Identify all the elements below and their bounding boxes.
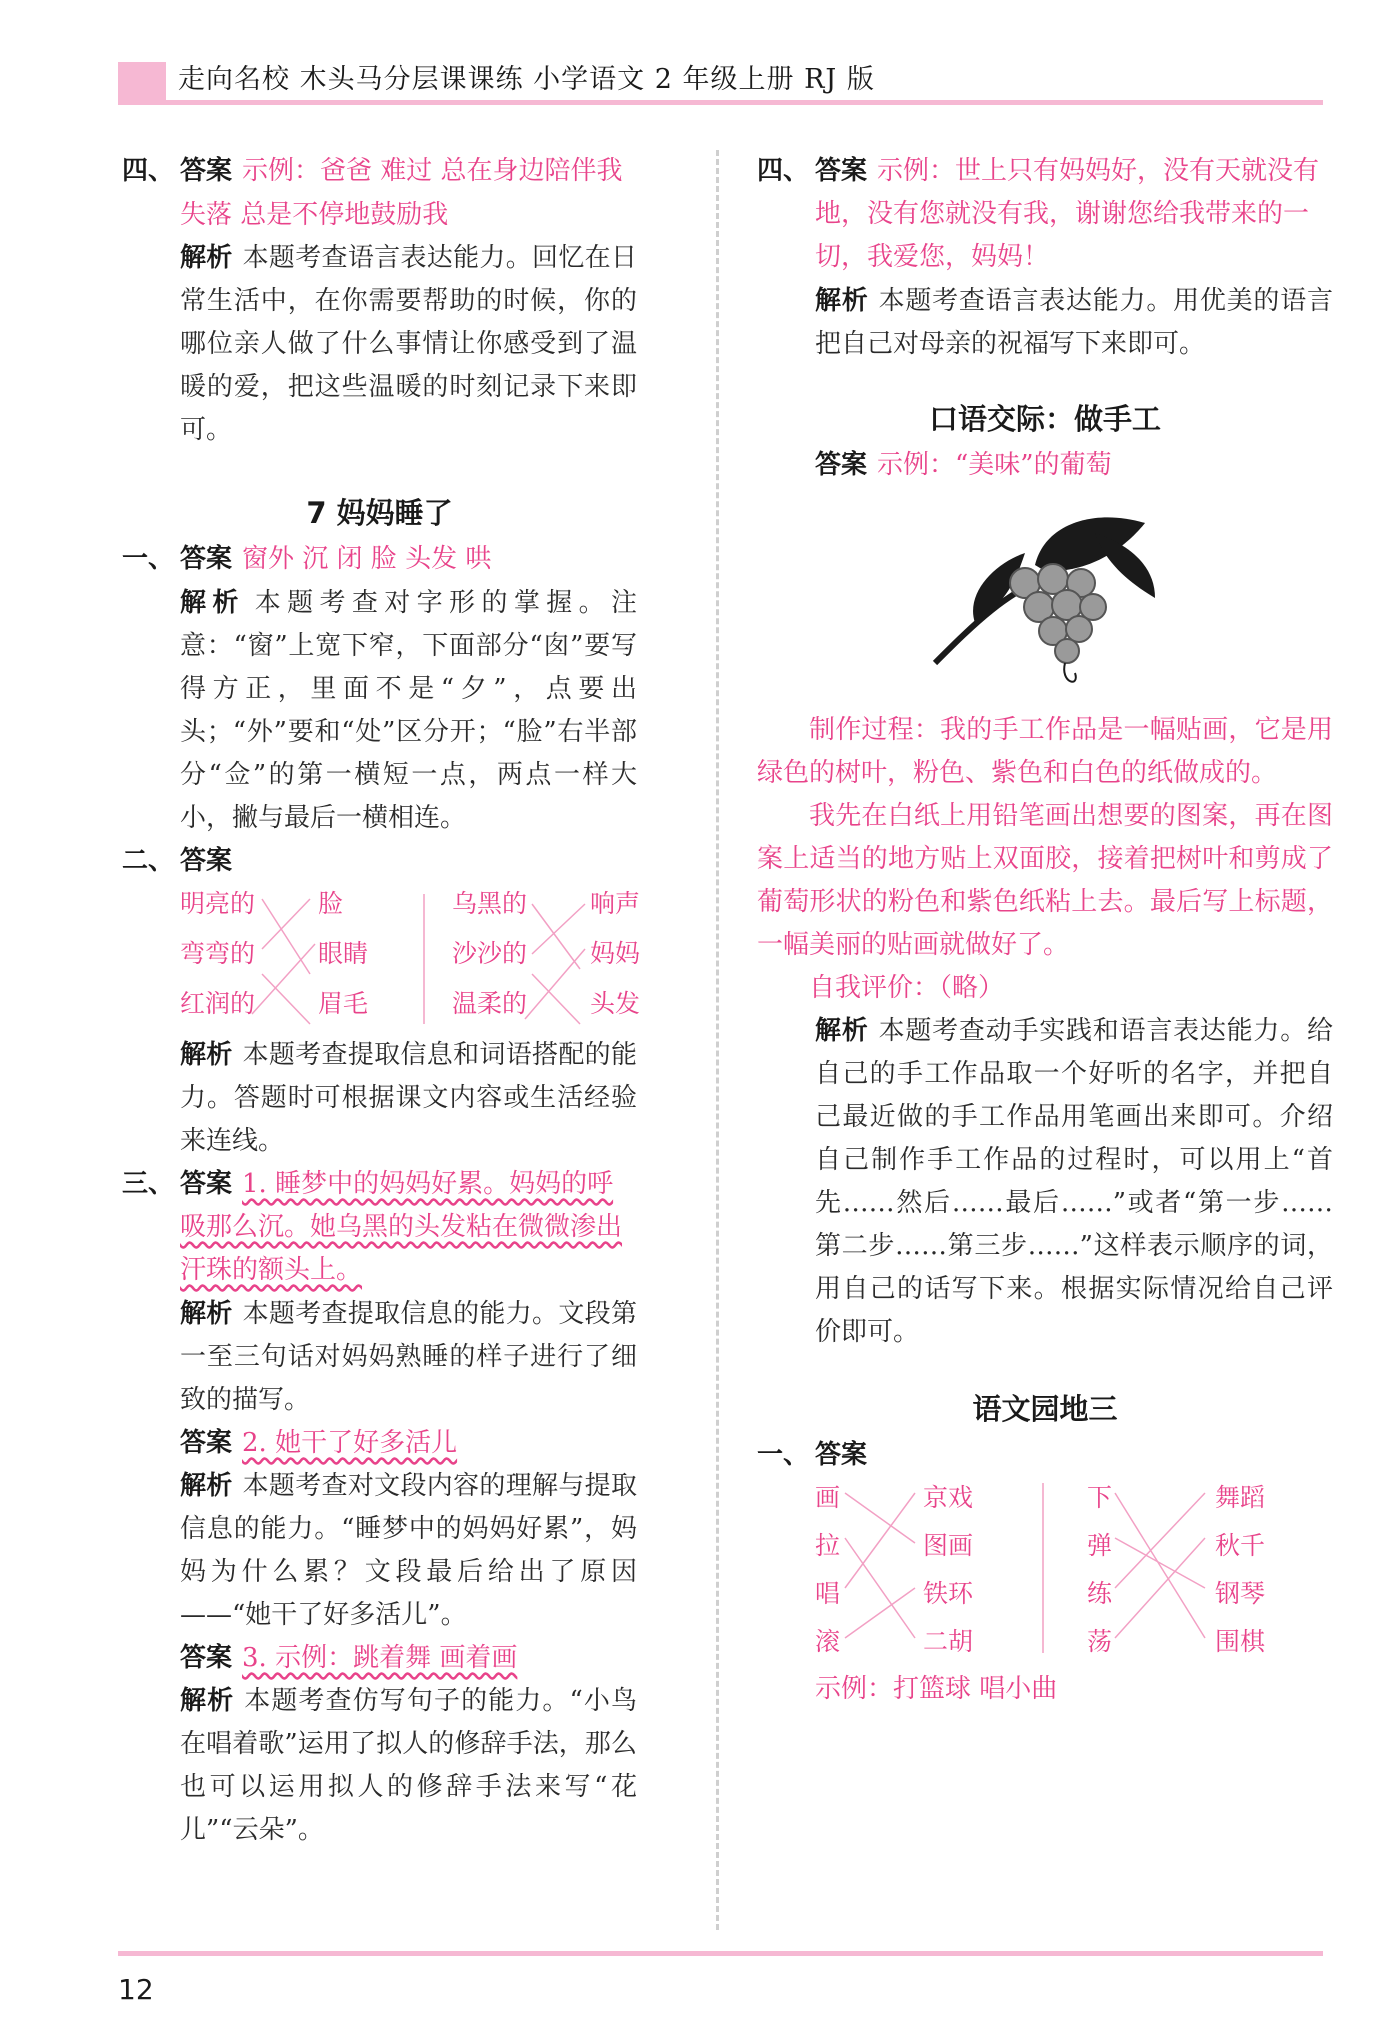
oral-title: 口语交际：做手工	[928, 402, 1161, 436]
match-left-word: 滚	[815, 1627, 841, 1656]
match-right-word: 练	[1087, 1579, 1113, 1608]
lesson7-q3-answer2	[122, 1422, 637, 1465]
oral-paragraph-2: 我先在白纸上用铅笔画出想要的图案，再在图案上适当的地方贴上双面胶，接着把树叶和剪成了葡萄形状的粉色和紫色纸粘上去。最后写上标题，一幅美丽的贴画就做好了。	[757, 801, 1333, 960]
lesson7-q1-answer	[122, 538, 637, 581]
analysis-text: 本题考查提取信息的能力。文段第一至三句话对妈妈熟睡的样子进行了细致的描写。	[180, 1299, 637, 1415]
match-left-target: 二胡	[923, 1627, 974, 1656]
answer-text: 示例：爸爸 难过 总在身边陪伴我	[242, 156, 623, 186]
header-color-block	[118, 62, 166, 102]
lesson7-q1-analysis	[122, 582, 637, 840]
answer-text: 示例：世上只有妈妈好，没有天就没有地，没有您就没有我，谢谢您给我带来的一切，我爱您，妈妈！	[815, 156, 1320, 272]
header-rule	[118, 100, 1323, 105]
right-column	[757, 150, 1333, 1711]
question-number: 一、	[757, 1440, 810, 1470]
analysis-label: 解析	[180, 1299, 233, 1329]
analysis-label: 解析	[180, 1686, 235, 1716]
question-number: 三、	[122, 1169, 175, 1199]
match-left-target: 铁环	[923, 1579, 974, 1608]
question-number: 四、	[757, 156, 810, 186]
garden-title: 语文园地三	[972, 1392, 1118, 1426]
match-right-word: 下	[1087, 1483, 1113, 1512]
match-left-word: 唱	[815, 1579, 841, 1608]
match-right-word: 荡	[1087, 1627, 1113, 1656]
match-left-target: 眼睛	[318, 939, 369, 968]
answer-text: 2. 她干了好多活儿	[242, 1428, 458, 1458]
footer-rule	[118, 1951, 1323, 1956]
analysis-label: 解析	[815, 286, 869, 316]
lesson7-q3-answer1	[122, 1163, 637, 1292]
garden-example: 示例：打篮球 唱小曲	[815, 1674, 1058, 1704]
oral-paragraph-3: 自我评价：（略）	[809, 973, 1005, 1003]
match-left-word: 红润的	[180, 989, 256, 1018]
analysis-text: 本题考查提取信息和词语搭配的能力。答题时可根据课文内容或生活经验来连线。	[180, 1040, 637, 1156]
match-left-word: 画	[815, 1483, 841, 1512]
answer-text: 窗外 沉 闭 脸 头发 哄	[242, 544, 492, 574]
lesson7-q3-analysis2	[122, 1465, 637, 1637]
analysis-label: 解析	[815, 1016, 869, 1046]
question-number: 一、	[122, 544, 175, 574]
answer-label: 答案	[815, 1440, 868, 1470]
right-q4-analysis	[757, 280, 1333, 366]
answer-text: 3. 示例：跳着舞 画着画	[242, 1643, 518, 1673]
oral-answer	[757, 444, 1333, 487]
match-right-target: 围棋	[1215, 1627, 1266, 1656]
match-left-target: 脸	[318, 889, 344, 918]
match-right-target: 钢琴	[1215, 1579, 1266, 1608]
match-left-target: 眉毛	[318, 989, 369, 1018]
lesson7-q3-answer3	[122, 1637, 637, 1680]
oral-analysis	[757, 1010, 1333, 1354]
column-divider	[716, 150, 719, 1930]
page-number: 12	[118, 1973, 154, 2006]
analysis-text: 本题考查语言表达能力。用优美的语言把自己对母亲的祝福写下来即可。	[815, 286, 1333, 359]
lesson-title: 7 妈妈睡了	[306, 496, 453, 530]
analysis-label: 解析	[180, 243, 233, 273]
lesson7-q3-analysis1	[122, 1293, 637, 1422]
question-number: 四、	[122, 156, 175, 186]
analysis-label: 解析	[180, 1471, 233, 1501]
lesson7-q2-answer	[122, 840, 637, 883]
match-left-word: 弯弯的	[180, 939, 256, 968]
analysis-text: 本题考查语言表达能力。回忆在日常生活中，在你需要帮助的时候，你的哪位亲人做了什么事情让你感受到了温暖的爱，把这些温暖的时刻记录下来即可。	[180, 243, 637, 445]
match-left-target: 京戏	[923, 1483, 974, 1512]
answer-label: 答案	[180, 846, 233, 876]
analysis-label: 解析	[180, 588, 245, 618]
word-matching-garden	[815, 1478, 1333, 1678]
match-right-word: 温柔的	[452, 989, 528, 1018]
question-number: 二、	[122, 846, 175, 876]
match-right-word: 弹	[1087, 1531, 1113, 1560]
analysis-text: 本题考查对字形的掌握。注意：“窗”上宽下窄，下面部分“囱”要写得方正，里面不是“夕”，点要出头；“外”要和“处”区分开；“脸”右半部分“佥”的第一横短一点，两点一样大小，撇与最后一横相连。	[180, 588, 637, 833]
analysis-text: 本题考查对文段内容的理解与提取信息的能力。“睡梦中的妈妈好累”，妈妈为什么累？文段最后给出了原因——“她干了好多活儿”。	[180, 1471, 637, 1630]
answer-label: 答案	[815, 156, 868, 186]
answer-text: 示例：“美味”的葡萄	[877, 450, 1112, 480]
grape-illustration	[915, 503, 1175, 693]
analysis-label: 解析	[180, 1040, 233, 1070]
match-right-target: 妈妈	[590, 939, 641, 968]
oral-paragraph-1: 制作过程：我的手工作品是一幅贴画，它是用绿色的树叶，粉色、紫色和白色的纸做成的。	[757, 715, 1333, 788]
header-title: 走向名校 木头马分层课课练 小学语文 2 年级上册 RJ 版	[178, 64, 875, 95]
answer-label: 答案	[180, 544, 233, 574]
match-right-target: 头发	[590, 989, 641, 1018]
answer-label: 答案	[180, 156, 233, 186]
left-q4-answer	[122, 150, 637, 193]
match-right-target: 响声	[590, 889, 641, 918]
match-right-target: 秋千	[1215, 1531, 1266, 1560]
match-left-word: 明亮的	[180, 889, 256, 918]
word-matching-lesson7	[180, 884, 641, 1034]
right-q4-answer	[757, 150, 1333, 279]
match-right-target: 舞蹈	[1215, 1483, 1266, 1512]
lesson7-q2-analysis	[122, 1034, 637, 1163]
answer-text-line2: 失落 总是不停地鼓励我	[180, 200, 449, 230]
match-right-word: 乌黑的	[452, 889, 528, 918]
answer-text: 1. 睡梦中的妈妈好累。妈妈的呼吸那么沉。她乌黑的头发粘在微微渗出汗珠的额头上。	[180, 1169, 623, 1285]
left-column	[122, 150, 641, 1852]
garden-q1-answer	[757, 1434, 1333, 1477]
match-left-word: 拉	[815, 1531, 841, 1560]
analysis-text: 本题考查仿写句子的能力。“小鸟在唱着歌”运用了拟人的修辞手法，那么也可以运用拟人的修辞手法来写“花儿”“云朵”。	[180, 1686, 637, 1845]
match-left-target: 图画	[923, 1531, 974, 1560]
left-q4-analysis	[122, 237, 637, 452]
lesson7-q3-analysis3	[122, 1680, 637, 1852]
answer-label: 答案	[180, 1169, 233, 1199]
answer-label: 答案	[180, 1643, 233, 1673]
match-right-word: 沙沙的	[452, 939, 528, 968]
analysis-text: 本题考查动手实践和语言表达能力。给自己的手工作品取一个好听的名字，并把自己最近做的手工作品用笔画出来即可。介绍自己制作手工作品的过程时，可以用上“首先……然后……最后……”或者“第一步……第二步……第三步……”这样表示顺序的词，用自己的话写下来。根据实际情况给自己评价即可。	[815, 1016, 1333, 1347]
answer-label: 答案	[180, 1428, 233, 1458]
answer-label: 答案	[815, 450, 868, 480]
